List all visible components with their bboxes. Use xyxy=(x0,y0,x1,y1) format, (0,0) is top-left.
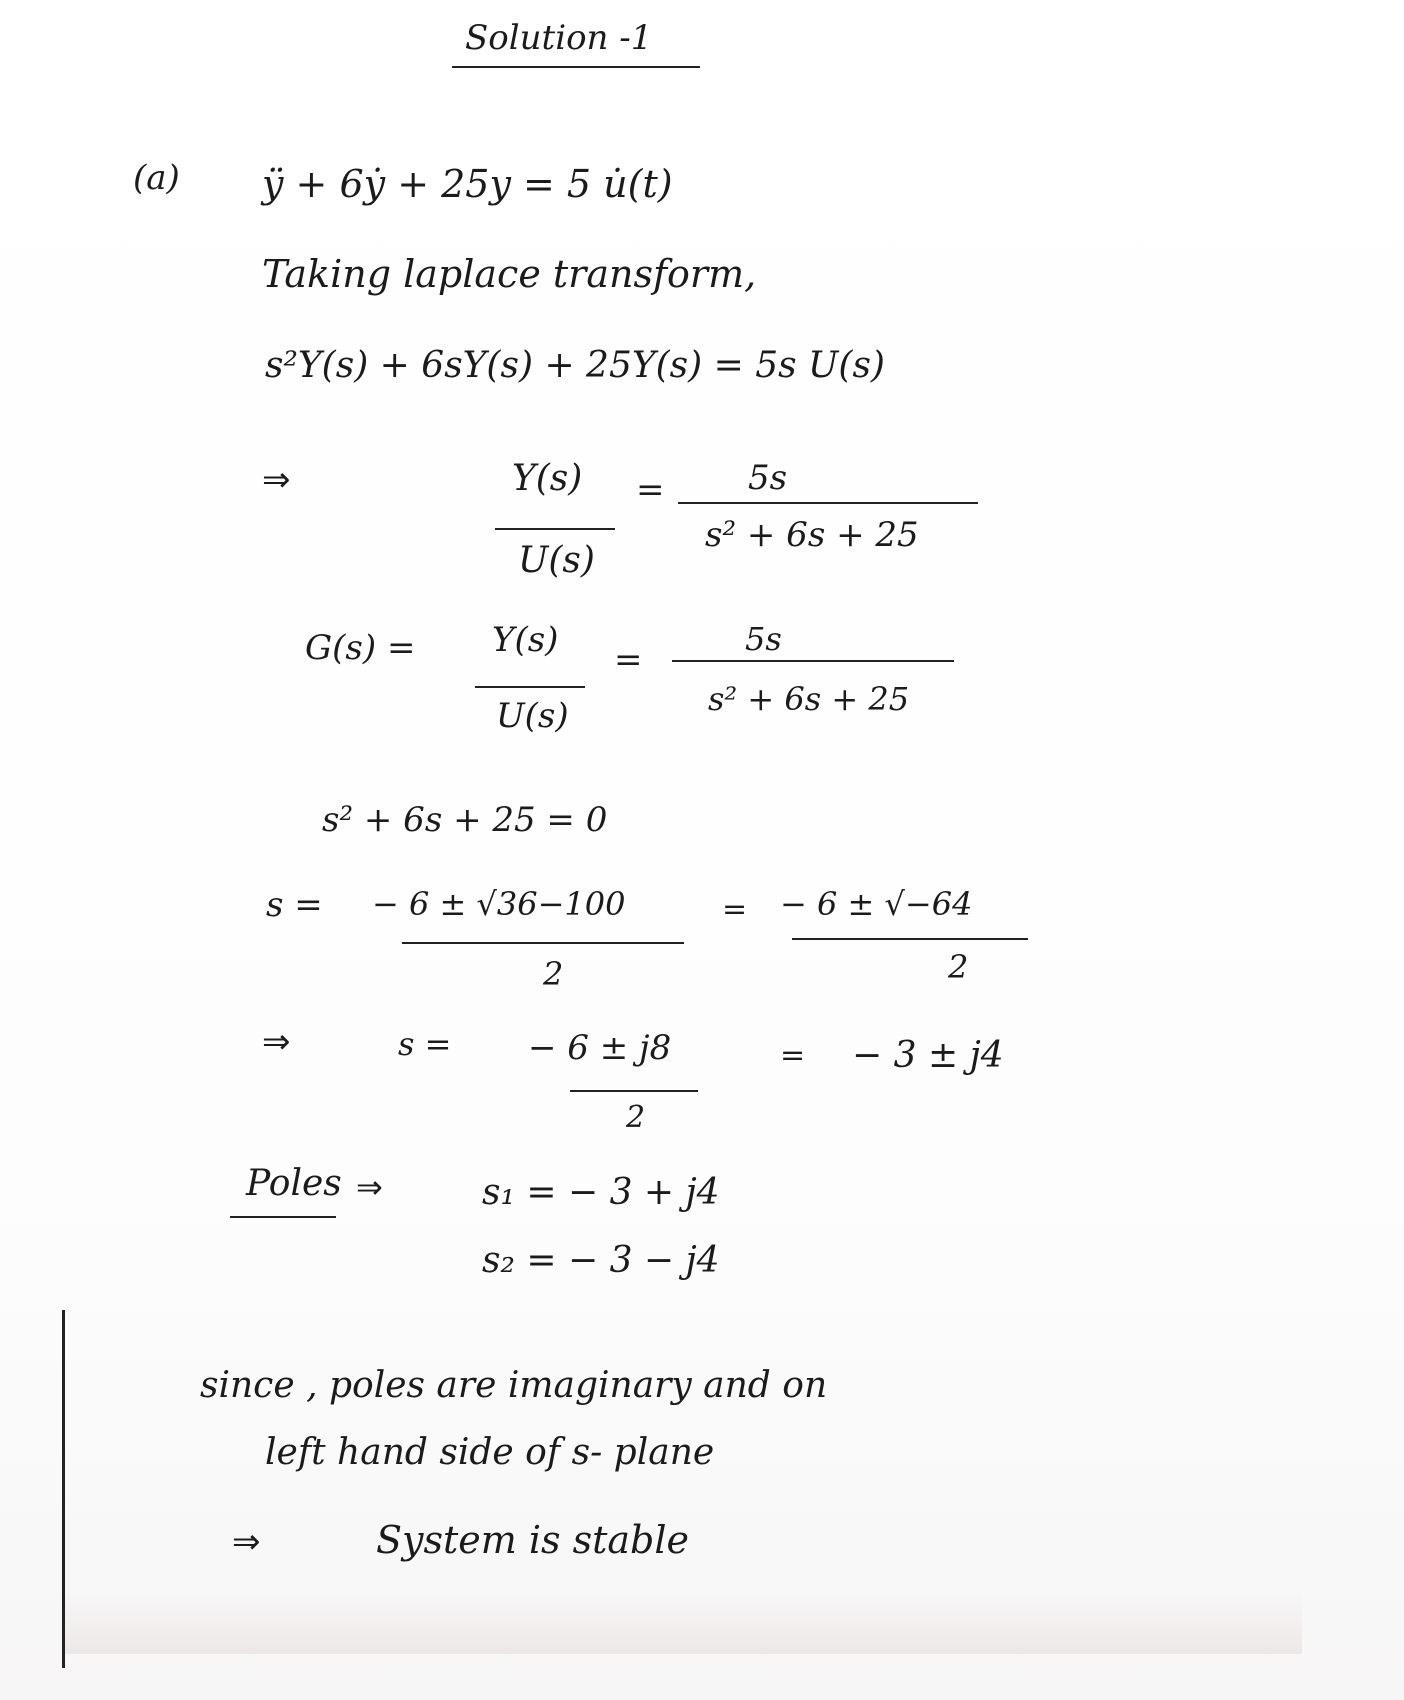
roots1-equals: = xyxy=(722,892,748,927)
ratio2-rhs-bar xyxy=(672,660,954,662)
step-text: Taking laplace transform, xyxy=(262,252,757,296)
ratio2-lhs-den: U(s) xyxy=(496,696,569,736)
pole-s2: s₂ = − 3 − j4 xyxy=(482,1240,720,1281)
part-label: (a) xyxy=(133,158,180,198)
ratio2-equals: = xyxy=(614,640,643,680)
conclusion-arrow: ⇒ xyxy=(232,1522,261,1562)
roots2-den: 2 xyxy=(626,1100,646,1135)
laplace-equation: s²Y(s) + 6sY(s) + 25Y(s) = 5s U(s) xyxy=(265,345,885,386)
implies-arrow-2: ⇒ xyxy=(262,1022,291,1062)
ratio2-lhs-num: Y(s) xyxy=(492,620,559,660)
ratio1-lhs-den: U(s) xyxy=(518,540,595,581)
title-underline xyxy=(452,66,700,68)
roots2-rhs: − 3 ± j4 xyxy=(852,1035,1004,1076)
roots1-bar1 xyxy=(402,942,684,944)
poles-label: Poles xyxy=(246,1163,342,1204)
ratio2-rhs-den: s² + 6s + 25 xyxy=(708,680,910,718)
ode-equation: ÿ + 6ẏ + 25y = 5 u̇(t) xyxy=(262,162,673,206)
implies-arrow: ⇒ xyxy=(262,460,291,500)
characteristic-equation: s² + 6s + 25 = 0 xyxy=(322,800,608,840)
pole-s1: s₁ = − 3 + j4 xyxy=(482,1172,720,1213)
conclusion-line3: System is stable xyxy=(376,1518,689,1562)
ratio2-lhs: G(s) = xyxy=(305,628,416,668)
roots1-den2: 2 xyxy=(948,948,969,986)
roots1-num1: − 6 ± √36−100 xyxy=(372,885,626,923)
ratio2-lhs-bar xyxy=(475,686,585,688)
poles-arrow: ⇒ xyxy=(356,1168,383,1206)
ratio1-lhs-bar xyxy=(495,528,615,530)
ratio2-rhs-num: 5s xyxy=(745,620,782,658)
left-margin-line xyxy=(62,1310,65,1668)
roots1-num2: − 6 ± √−64 xyxy=(780,885,973,923)
scan-shadow xyxy=(62,1590,1302,1654)
roots2-num: − 6 ± j8 xyxy=(528,1028,672,1068)
conclusion-line2: left hand side of s- plane xyxy=(265,1432,715,1473)
roots1-bar2 xyxy=(792,938,1028,940)
roots1-den1: 2 xyxy=(543,955,564,993)
ratio1-rhs-num: 5s xyxy=(748,458,788,498)
ratio1-rhs-den: s² + 6s + 25 xyxy=(705,515,919,555)
page-title: Solution -1 xyxy=(465,18,653,58)
ratio1-equals: = xyxy=(636,470,665,510)
roots2-lhs: s = xyxy=(398,1025,452,1063)
roots2-equals: = xyxy=(780,1038,806,1073)
roots2-bar xyxy=(570,1090,698,1092)
poles-underline xyxy=(230,1216,336,1218)
ratio1-lhs-num: Y(s) xyxy=(512,458,583,499)
roots1-lhs: s = xyxy=(266,885,323,925)
ratio1-rhs-bar xyxy=(678,502,978,504)
conclusion-line1: since , poles are imaginary and on xyxy=(200,1365,828,1406)
